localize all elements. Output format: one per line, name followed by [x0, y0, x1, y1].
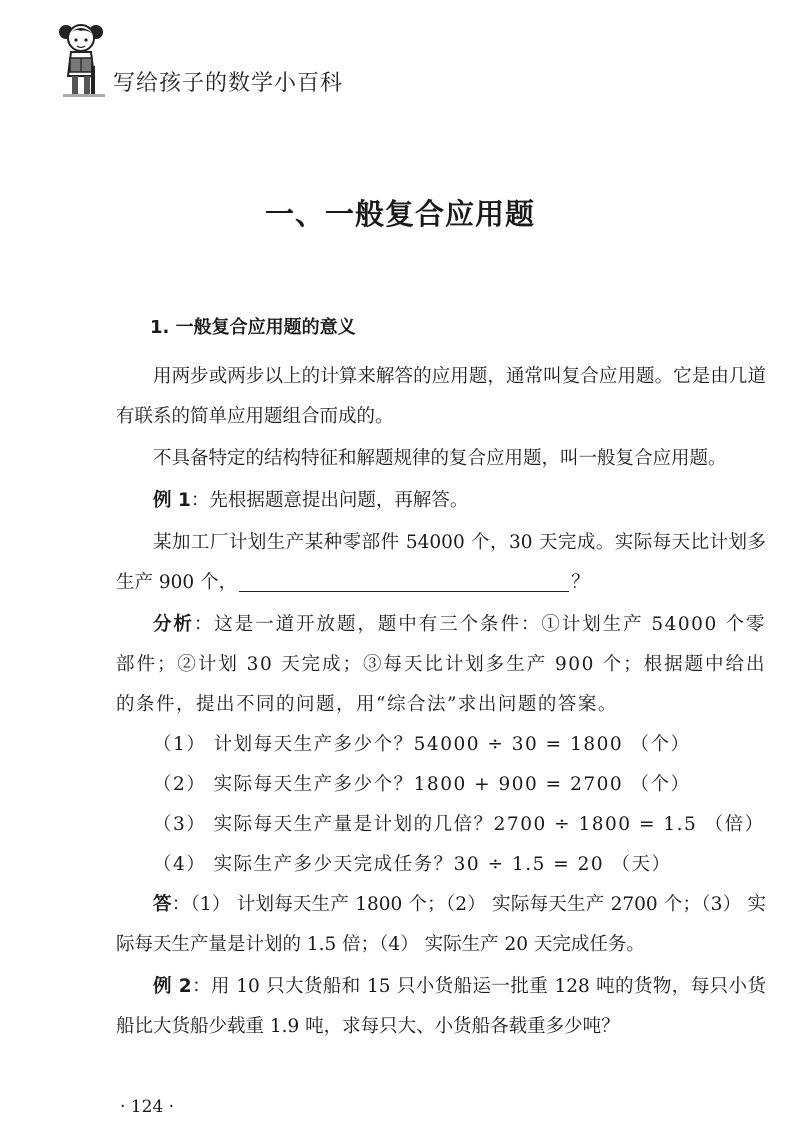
example-2-label: 例 2	[153, 976, 192, 997]
example-2-text: ：用 10 只大货船和 15 只小货船运一批重 128 吨的货物，每只小货船比大货船少载重 1.9 吨，求每只大、小货船各载重多少吨？	[116, 976, 766, 1037]
example-1-label: 例 1	[153, 490, 191, 511]
answer-paragraph	[116, 885, 766, 965]
step-3: （3） 实际每天生产量是计划的几倍？2700 ÷ 1800 = 1.5 （倍）	[153, 814, 765, 835]
section-title: 1. 一般复合应用题的意义	[150, 317, 356, 338]
book-title: 写给孩子的数学小百科	[113, 71, 344, 96]
paragraph-general-definition: 不具备特定的结构特征和解题规律的复合应用题，叫一般复合应用题。	[153, 448, 727, 469]
example-1-heading	[116, 481, 766, 521]
example-1-instruction: ：先根据题意提出问题，再解答。	[190, 490, 469, 511]
example-1-question-mark: ？	[571, 572, 590, 593]
reading-girl-icon	[55, 18, 111, 100]
step-2: （2） 实际每天生产多少个？1800 + 900 = 2700 （个）	[153, 774, 691, 795]
example-2-paragraph	[116, 967, 766, 1047]
page-header	[55, 18, 375, 100]
answer-text: ：（1） 计划每天生产 1800 个；（2） 实际每天生产 2700 个；（3） 实际每天生产量是计划的 1.5 倍；（4） 实际生产 20 天完成任务。	[116, 894, 766, 955]
step-4: （4） 实际生产多少天完成任务？30 ÷ 1.5 = 20 （天）	[153, 854, 672, 875]
chapter-title: 一、一般复合应用题	[264, 197, 535, 231]
example-1-problem	[116, 523, 766, 603]
answer-blank-line	[239, 590, 569, 592]
analysis-block	[116, 605, 766, 885]
body-content	[116, 357, 766, 1047]
analysis-label: 分析	[153, 614, 194, 635]
answer-label: 答	[153, 894, 172, 915]
page-number: · 124 ·	[120, 1097, 175, 1117]
paragraph-definition: 用两步或两步以上的计算来解答的应用题，通常叫复合应用题。它是由几道有联系的简单应用题组合而成的。	[116, 366, 766, 427]
analysis-text: ：这是一道开放题，题中有三个条件：①计划生产 54000 个零部件；②计划 30 天完成；③每天比计划多生产 900 个；根据题中给出的条件，提出不同的问题，用“综合法”求出问题的答案。	[116, 614, 766, 715]
analysis-paragraph	[116, 605, 766, 725]
example-1-problem-text: 某加工厂计划生产某种零部件 54000 个，30 天完成。实际每天比计划多生产 900 个，	[116, 532, 766, 593]
step-1: （1） 计划每天生产多少个？54000 ÷ 30 = 1800 （个）	[153, 734, 691, 755]
